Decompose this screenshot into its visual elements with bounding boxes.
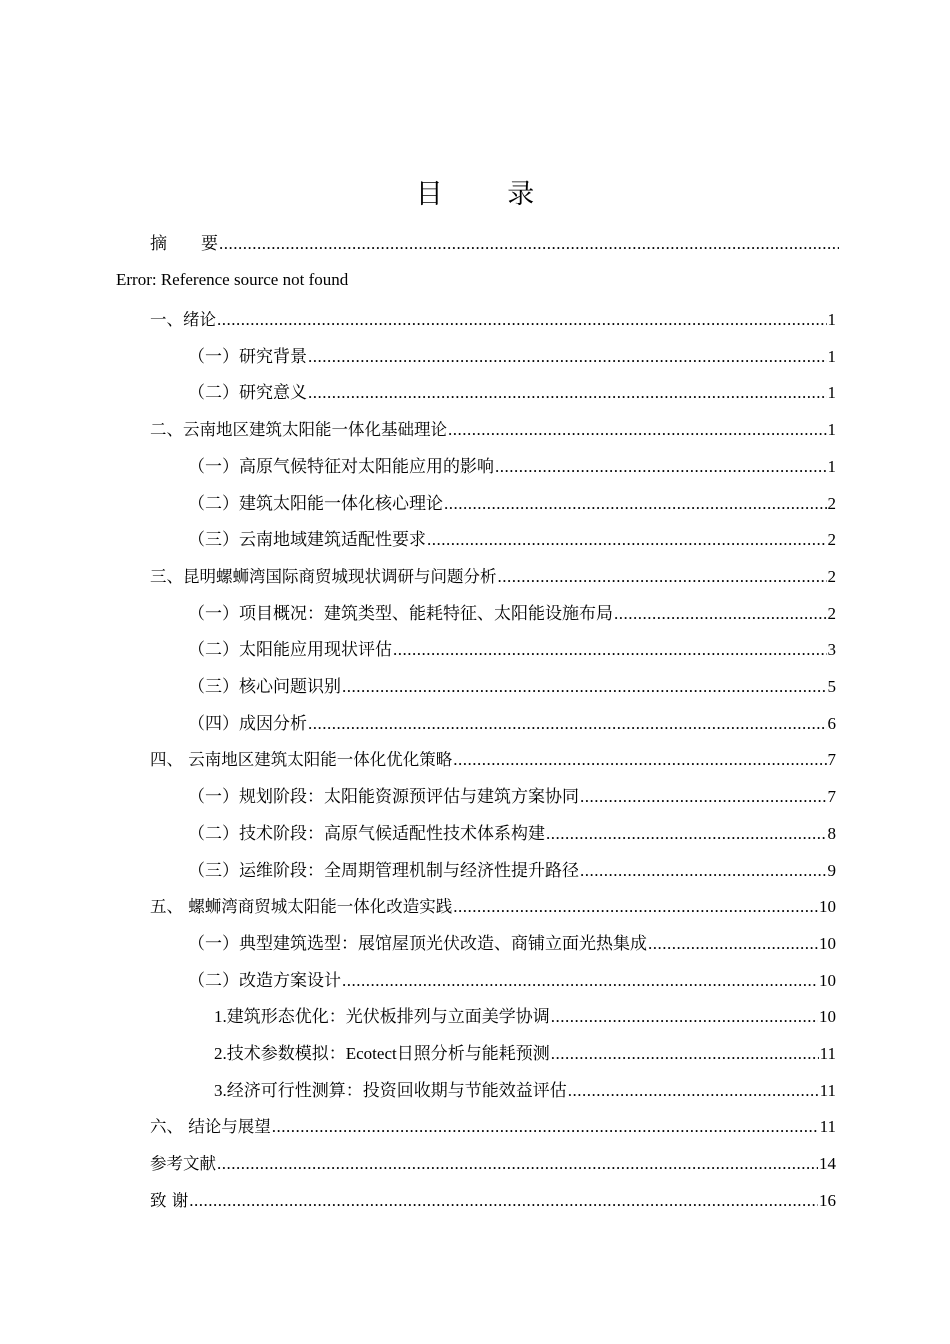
- dot-leader: [546, 822, 827, 846]
- dot-leader: [568, 1079, 819, 1103]
- toc-entry-abstract-label: 摘 要: [150, 234, 218, 253]
- toc-entry-page-number: 10: [819, 971, 836, 990]
- toc-entry[interactable]: [188, 600, 836, 626]
- toc-entry-title: （一）规划阶段：太阳能资源预评估与建筑方案协同: [188, 787, 579, 806]
- toc-entry[interactable]: [188, 710, 836, 736]
- toc-entry[interactable]: [150, 893, 836, 919]
- toc-entry-abstract[interactable]: [150, 232, 840, 256]
- toc-entry[interactable]: [188, 673, 836, 699]
- toc-entry-page-number: 11: [819, 1117, 836, 1136]
- toc-entry[interactable]: [188, 636, 836, 662]
- dot-leader: [427, 528, 827, 552]
- dot-leader: [219, 232, 839, 256]
- dot-leader: [308, 345, 827, 369]
- dot-leader: [217, 1152, 818, 1176]
- dot-leader: [495, 455, 827, 479]
- toc-entry[interactable]: [188, 967, 836, 993]
- toc-entry[interactable]: [150, 1150, 836, 1176]
- dot-leader: [551, 1005, 818, 1029]
- toc-entry[interactable]: [214, 1040, 836, 1066]
- toc-entry-page-number: 10: [819, 897, 836, 916]
- toc-entry-title: 参考文献: [150, 1154, 216, 1173]
- toc-entry-title: （一）高原气候特征对太阳能应用的影响: [188, 457, 494, 476]
- toc-entry-title: 1.建筑形态优化：光伏板排列与立面美学协调: [214, 1007, 550, 1026]
- toc-entry-title: 三、昆明螺蛳湾国际商贸城现状调研与问题分析: [150, 567, 497, 586]
- dot-leader: [453, 748, 826, 772]
- toc-entry[interactable]: [214, 1003, 836, 1029]
- toc-entry-title: （一）典型建筑选型：展馆屋顶光伏改造、商铺立面光热集成: [188, 934, 647, 953]
- toc-entry[interactable]: [150, 1187, 836, 1213]
- toc-entry-title: （四）成因分析: [188, 714, 307, 733]
- toc-entry-page-number: 1: [827, 383, 836, 402]
- toc-entry-page-number: 5: [827, 677, 836, 696]
- toc-entry-title: 3.经济可行性测算：投资回收期与节能效益评估: [214, 1081, 567, 1100]
- toc-entry[interactable]: [150, 1113, 836, 1139]
- toc-entry-title: 六、 结论与展望: [150, 1117, 271, 1136]
- toc-entry-page-number: 1: [827, 420, 836, 439]
- dot-leader: [551, 1042, 819, 1066]
- toc-entry[interactable]: [188, 857, 836, 883]
- toc-entry-page-number: 9: [827, 861, 836, 880]
- toc-entry-page-number: 2: [827, 604, 836, 623]
- dot-leader: [444, 492, 827, 516]
- toc-entry-page-number: 1: [827, 457, 836, 476]
- toc-entry[interactable]: [188, 343, 836, 369]
- dot-leader: [448, 418, 827, 442]
- toc-entry-title: （二）太阳能应用现状评估: [188, 640, 392, 659]
- toc-entry-title: 2.技术参数模拟：Ecotect日照分析与能耗预测: [214, 1044, 550, 1063]
- toc-entry-page-number: 1: [827, 310, 836, 329]
- toc-entry-page-number: 2: [827, 530, 836, 549]
- toc-entry-title: （二）改造方案设计: [188, 971, 341, 990]
- dot-leader: [217, 308, 827, 332]
- toc-entry-title: （二）建筑太阳能一体化核心理论: [188, 494, 443, 513]
- reference-error-text: Error: Reference source not found: [116, 270, 349, 289]
- dot-leader: [580, 859, 827, 883]
- toc-entry-title: （三）云南地域建筑适配性要求: [188, 530, 426, 549]
- toc-entry-page-number: 14: [819, 1154, 836, 1173]
- dot-leader: [342, 969, 818, 993]
- toc-entry-page-number: 1: [827, 347, 836, 366]
- dot-leader: [453, 895, 818, 919]
- toc-entry[interactable]: [150, 306, 836, 332]
- toc-entry[interactable]: [150, 563, 836, 589]
- dot-leader: [308, 712, 827, 736]
- toc-entry-title: （一）项目概况：建筑类型、能耗特征、太阳能设施布局: [188, 604, 613, 623]
- toc-entry-page-number: 3: [827, 640, 836, 659]
- toc-entry[interactable]: [188, 453, 836, 479]
- toc-entry[interactable]: [188, 490, 836, 516]
- toc-entry-page-number: 2: [827, 567, 836, 586]
- toc-entry-title: 致 谢: [150, 1191, 189, 1210]
- toc-entry[interactable]: [150, 746, 836, 772]
- toc-entry-page-number: 10: [819, 934, 836, 953]
- toc-entry-page-number: 11: [819, 1081, 836, 1100]
- toc-entry-title: 四、 云南地区建筑太阳能一体化优化策略: [150, 750, 453, 769]
- toc-entry-title: （二）研究意义: [188, 383, 307, 402]
- dot-leader: [393, 638, 827, 662]
- toc-entry-page-number: 8: [827, 824, 836, 843]
- toc-entry[interactable]: [150, 416, 836, 442]
- toc-title: 目 录: [415, 179, 563, 210]
- toc-entry-page-number: 7: [827, 750, 836, 769]
- dot-leader: [614, 602, 827, 626]
- dot-leader: [189, 1189, 818, 1213]
- toc-entry-page-number: 11: [819, 1044, 836, 1063]
- toc-entry[interactable]: [214, 1077, 836, 1103]
- toc-entry-title: （三）核心问题识别: [188, 677, 341, 696]
- toc-entry-title: 一、绪论: [150, 310, 216, 329]
- dot-leader: [580, 785, 827, 809]
- toc-entry[interactable]: [188, 379, 836, 405]
- dot-leader: [308, 381, 827, 405]
- dot-leader: [498, 565, 827, 589]
- toc-entry-page-number: 7: [827, 787, 836, 806]
- toc-entry-page-number: 10: [819, 1007, 836, 1026]
- toc-entry[interactable]: [188, 526, 836, 552]
- dot-leader: [342, 675, 827, 699]
- dot-leader: [272, 1115, 819, 1139]
- toc-entry-page-number: 6: [827, 714, 836, 733]
- dot-leader: [648, 932, 818, 956]
- toc-entry-title: （三）运维阶段：全周期管理机制与经济性提升路径: [188, 861, 579, 880]
- toc-entry[interactable]: [188, 820, 836, 846]
- toc-entry-page-number: 2: [827, 494, 836, 513]
- toc-entry-title: 五、 螺蛳湾商贸城太阳能一体化改造实践: [150, 897, 453, 916]
- toc-entry-page-number: 16: [819, 1191, 836, 1210]
- toc-entry-title: 二、云南地区建筑太阳能一体化基础理论: [150, 420, 447, 439]
- toc-entry-title: （二）技术阶段：高原气候适配性技术体系构建: [188, 824, 545, 843]
- toc-entry[interactable]: [188, 783, 836, 809]
- toc-entry[interactable]: [188, 930, 836, 956]
- toc-entry-title: （一）研究背景: [188, 347, 307, 366]
